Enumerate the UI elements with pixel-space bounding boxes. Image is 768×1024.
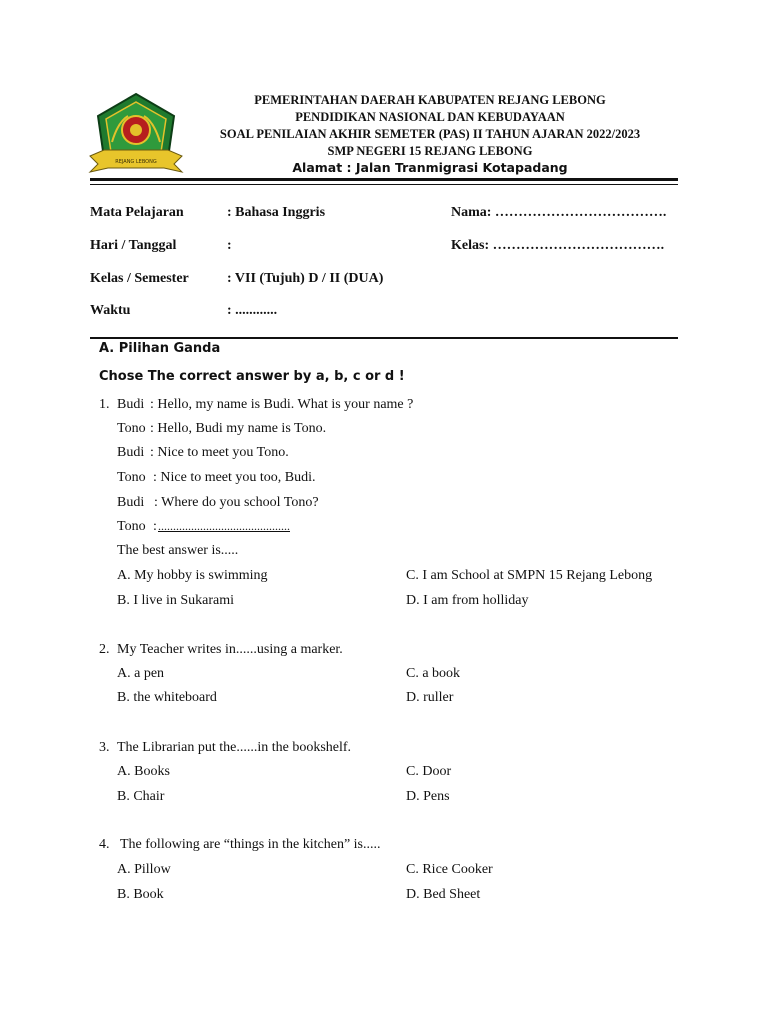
option-2b: B. the whiteboard <box>117 690 217 705</box>
option-2d: D. ruller <box>406 690 454 705</box>
option-2c: C. a book <box>406 666 461 681</box>
subject-label: Mata Pelajaran <box>90 205 184 220</box>
option-4a: A. Pillow <box>117 862 171 877</box>
header-divider-thin <box>90 184 678 185</box>
question-prompt-1: The best answer is..... <box>117 543 239 558</box>
dialog-colon: : <box>153 519 157 534</box>
class-semester-label: Kelas / Semester <box>90 271 189 286</box>
question-number-1: 1. <box>99 397 110 412</box>
header-line-1: PEMERINTAHAN DAERAH KABUPATEN REJANG LEBONG <box>254 93 606 107</box>
header-line-2: PENDIDIKAN NASIONAL DAN KEBUDAYAAN <box>295 110 565 124</box>
name-field: Nama: ………………………………. <box>451 205 667 220</box>
option-1a: A. My hobby is swimming <box>117 568 268 583</box>
option-1b: B. I live in Sukarami <box>117 593 235 608</box>
section-title: A. Pilihan Ganda <box>99 341 221 356</box>
class-field: Kelas: ………………………………. <box>451 238 665 253</box>
question-text-3: The Librarian put the......in the bookshelf. <box>117 740 352 755</box>
info-divider <box>90 337 678 339</box>
option-1c: C. I am School at SMPN 15 Rejang Lebong <box>406 568 653 583</box>
header-line-4: SMP NEGERI 15 REJANG LEBONG <box>327 144 533 158</box>
option-3d: D. Pens <box>406 789 450 804</box>
question-number-4: 4. <box>99 837 110 852</box>
dialog-speaker: Tono <box>117 470 146 485</box>
option-1d: D. I am from holliday <box>406 593 529 608</box>
day-value: : <box>227 238 232 253</box>
option-3c: C. Door <box>406 764 452 779</box>
header-line-3: SOAL PENILAIAN AKHIR SEMETER (PAS) II TAHUN AJARAN 2022/2023 <box>219 127 641 141</box>
dialog-line: : Hello, Budi my name is Tono. <box>150 421 327 436</box>
day-label: Hari / Tanggal <box>90 238 177 253</box>
dialog-line: : Nice to meet you Tono. <box>150 445 289 460</box>
time-label: Waktu <box>90 303 131 318</box>
option-3b: B. Chair <box>117 789 165 804</box>
answer-blank: ............................................ <box>158 519 290 533</box>
question-number-2: 2. <box>99 642 110 657</box>
dialog-line: : Where do you school Tono? <box>154 495 319 510</box>
dialog-speaker: Tono <box>117 421 146 436</box>
header-address: Alamat : Jalan Tranmigrasi Kotapadang <box>292 160 568 175</box>
header-divider-thick <box>90 178 678 181</box>
dialog-speaker: Tono <box>117 519 146 534</box>
dialog-speaker: Budi <box>117 495 145 510</box>
option-2a: A. a pen <box>117 666 165 681</box>
school-logo <box>88 92 184 176</box>
dialog-speaker: Budi <box>117 397 145 412</box>
question-text-2: My Teacher writes in......using a marker. <box>117 642 343 657</box>
option-4b: B. Book <box>117 887 164 902</box>
dialog-line: : Nice to meet you too, Budi. <box>153 470 316 485</box>
time-value: : ............ <box>227 303 278 318</box>
question-text-4: The following are “things in the kitchen” is..... <box>120 837 381 852</box>
class-semester-value: : VII (Tujuh) D / II (DUA) <box>227 271 384 286</box>
option-4c: C. Rice Cooker <box>406 862 493 877</box>
dialog-speaker: Budi <box>117 445 145 460</box>
dialog-line: : Hello, my name is Budi. What is your name ? <box>150 397 414 412</box>
subject-value: : Bahasa Inggris <box>227 205 326 220</box>
logo-ribbon-text: REJANG LEBONG <box>115 159 157 165</box>
option-4d: D. Bed Sheet <box>406 887 481 902</box>
question-number-3: 3. <box>99 740 110 755</box>
option-3a: A. Books <box>117 764 170 779</box>
section-instruction: Chose The correct answer by a, b, c or d ! <box>99 369 405 384</box>
